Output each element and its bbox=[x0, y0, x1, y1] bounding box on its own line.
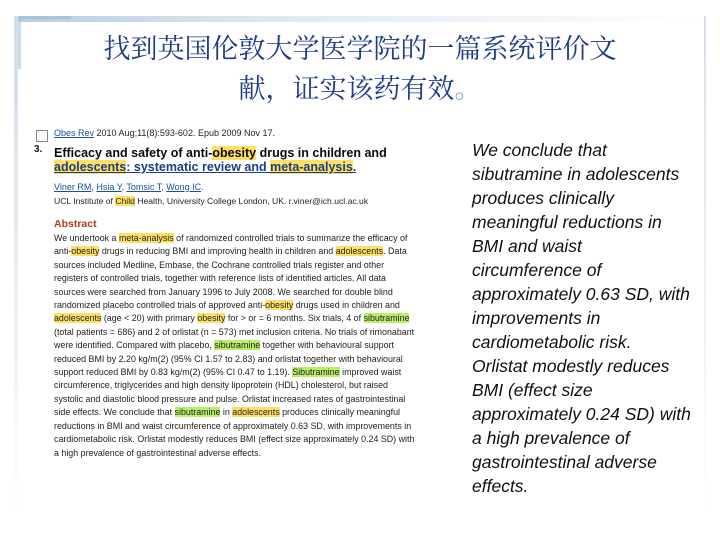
abstract-line bbox=[54, 433, 458, 446]
quote-line: meaningful reductions in bbox=[472, 212, 662, 232]
pubmed-abstract-screenshot bbox=[30, 124, 465, 476]
abstract-text: drugs used in children and bbox=[293, 300, 400, 311]
abstract-text: together with behavioural support bbox=[260, 340, 394, 351]
abstract-body bbox=[54, 232, 458, 460]
abstract-text: reduced BMI by 2.20 kg/m(2) (95% CI 1.57 to 2.83) and orlistat together with behavioural bbox=[54, 353, 403, 364]
abstract-highlight: obesity bbox=[71, 246, 100, 257]
quote-line: produces clinically bbox=[472, 188, 615, 208]
abstract-text: for > or = 6 months. Six trials, 4 of bbox=[225, 313, 364, 324]
result-index: 3. bbox=[34, 144, 43, 155]
abstract-line bbox=[54, 353, 458, 366]
abstract-text: systolic and diastolic blood pressure and pulse. Orlistat increased rates of gastrointestinal bbox=[54, 393, 406, 404]
abstract-text: produces clinically meaningful bbox=[279, 407, 401, 418]
abstract-text: of randomized controlled trials to summarize the efficacy of bbox=[173, 233, 408, 243]
quote-line: We conclude that bbox=[472, 140, 607, 160]
title-text: . bbox=[352, 160, 357, 174]
abstract-line bbox=[54, 232, 458, 245]
abstract-text: registers of controlled trials, together with reference lists of identified articles. All data bbox=[54, 273, 386, 284]
abstract-line bbox=[54, 299, 458, 312]
title-text: : systematic review and bbox=[126, 160, 271, 174]
abstract-text: (total patients = 686) and 2 of orlistat (n = 573) met inclusion criteria. No trials of rimonabant bbox=[54, 326, 415, 337]
abstract-text: sources were searched from January 1996 to July 2008. We searched for double blind bbox=[54, 286, 393, 297]
abstract-line bbox=[54, 326, 458, 339]
quote-line: circumference of bbox=[472, 260, 602, 280]
quote-line: effects. bbox=[472, 476, 529, 496]
abstract-highlight: Sibutramine bbox=[292, 367, 340, 378]
title-text: Efficacy and safety of anti- bbox=[54, 146, 213, 160]
title-highlight: adolescents bbox=[54, 160, 127, 174]
abstract-highlight: obesity bbox=[265, 300, 294, 311]
select-checkbox[interactable] bbox=[36, 130, 48, 142]
abstract-text: anti- bbox=[54, 246, 72, 257]
affiliation bbox=[54, 196, 368, 206]
abstract-line bbox=[54, 366, 458, 379]
abstract-line bbox=[54, 312, 458, 325]
abstract-text: randomized placebo controlled trials of approved anti- bbox=[54, 300, 266, 311]
abstract-line bbox=[54, 272, 458, 285]
abstract-highlight: sibutramine bbox=[363, 313, 410, 324]
article-title-line-1 bbox=[54, 146, 454, 160]
quote-line: a high prevalence of bbox=[472, 428, 630, 448]
author-list: Viner RM, Hsia Y, Tomsic T, Wong IC. bbox=[54, 182, 204, 192]
abstract-line bbox=[54, 339, 458, 352]
slide-title-line-2-text: 献，证实该药有效 bbox=[238, 74, 455, 105]
abstract-heading: Abstract bbox=[54, 218, 97, 230]
article-title-line-2[interactable] bbox=[54, 160, 454, 174]
slide-title-line-2 bbox=[40, 70, 680, 110]
quote-line: approximately 0.24 SD) with bbox=[472, 404, 691, 424]
slide-top-border bbox=[18, 16, 708, 22]
article-title bbox=[54, 146, 454, 174]
author-link[interactable]: Hsia Y bbox=[96, 182, 122, 192]
quote-line: sibutramine in adolescents bbox=[472, 164, 680, 184]
abstract-text: a high prevalence of gastrointestinal adverse effects. bbox=[54, 447, 262, 458]
abstract-line bbox=[54, 259, 458, 272]
journal-link[interactable]: Obes Rev bbox=[54, 128, 95, 138]
abstract-text: (age < 20) with primary bbox=[101, 313, 198, 324]
abstract-text: circumference, triglycerides and high density lipoprotein (HDL) cholesterol, but raised bbox=[54, 380, 388, 391]
slide-title-line-1: 找到英国伦敦大学医学院的一篇系统评价文 bbox=[103, 34, 617, 65]
abstract-line bbox=[54, 447, 458, 460]
quote-line: BMI (effect size bbox=[472, 380, 593, 400]
abstract-highlight: sibutramine bbox=[214, 340, 261, 351]
abstract-line bbox=[54, 245, 458, 258]
quoted-conclusion bbox=[472, 138, 720, 498]
author-link[interactable]: Tomsic T bbox=[126, 182, 162, 192]
quote-line: BMI and waist bbox=[472, 236, 582, 256]
abstract-highlight: adolescents bbox=[335, 246, 384, 257]
citation-details: 2010 Aug;11(8):593-602. Epub 2009 Nov 17. bbox=[94, 128, 276, 138]
abstract-highlight: meta-analysis bbox=[118, 233, 174, 243]
abstract-text: drugs in reducing BMI and improving health in children and bbox=[99, 246, 336, 257]
slide-left-border bbox=[14, 16, 18, 516]
quote-line: gastrointestinal adverse bbox=[472, 452, 657, 472]
abstract-text: reductions in BMI and waist circumference of approximately 0.63 SD, with improvements in bbox=[54, 420, 412, 431]
title-highlight: meta-analysis bbox=[270, 160, 353, 174]
abstract-text: . Data bbox=[383, 246, 407, 257]
slide-title bbox=[40, 30, 680, 110]
abstract-highlight: adolescents bbox=[232, 407, 280, 418]
slide-title-end-mark: 。 bbox=[454, 74, 482, 105]
title-text: drugs in children and bbox=[256, 146, 387, 160]
quote-line: cardiometabolic risk. bbox=[472, 332, 632, 352]
abstract-highlight: adolescents bbox=[54, 313, 102, 324]
citation bbox=[54, 128, 275, 138]
abstract-text: sources included Medline, Embase, the Cochrane controlled trials register and other bbox=[54, 259, 385, 270]
abstract-line bbox=[54, 393, 458, 406]
abstract-text: in bbox=[220, 407, 233, 418]
abstract-text: were identified. Compared with placebo, bbox=[54, 340, 215, 351]
abstract-highlight: obesity bbox=[197, 313, 226, 324]
abstract-text: cardiometabolic risk. Orlistat modestly reduces BMI (effect size approximately 0.24 SD) with bbox=[54, 434, 415, 445]
title-highlight: obesity bbox=[212, 146, 257, 160]
abstract-line bbox=[54, 406, 458, 419]
quote-line: improvements in bbox=[472, 308, 601, 328]
quote-line: Orlistat modestly reduces bbox=[472, 356, 670, 376]
abstract-line bbox=[54, 286, 458, 299]
abstract-text: improved waist bbox=[339, 367, 402, 378]
affiliation-text: UCL Institute of bbox=[54, 196, 116, 206]
author-link[interactable]: Wong IC bbox=[166, 182, 202, 192]
quote-line: approximately 0.63 SD, with bbox=[472, 284, 690, 304]
abstract-highlight: sibutramine bbox=[174, 407, 221, 418]
abstract-line bbox=[54, 420, 458, 433]
abstract-line bbox=[54, 379, 458, 392]
affiliation-highlight: Child bbox=[115, 196, 135, 206]
affiliation-text: Health, University College London, UK. r.viner@ich.ucl.ac.uk bbox=[134, 196, 369, 206]
author-link[interactable]: Viner RM bbox=[54, 182, 92, 192]
abstract-text: We undertook a bbox=[54, 233, 119, 243]
abstract-text: support reduced BMI by 0.83 kg/m(2) (95% CI 0.47 to 1.19). bbox=[54, 367, 293, 378]
abstract-text: side effects. We conclude that bbox=[54, 407, 175, 418]
